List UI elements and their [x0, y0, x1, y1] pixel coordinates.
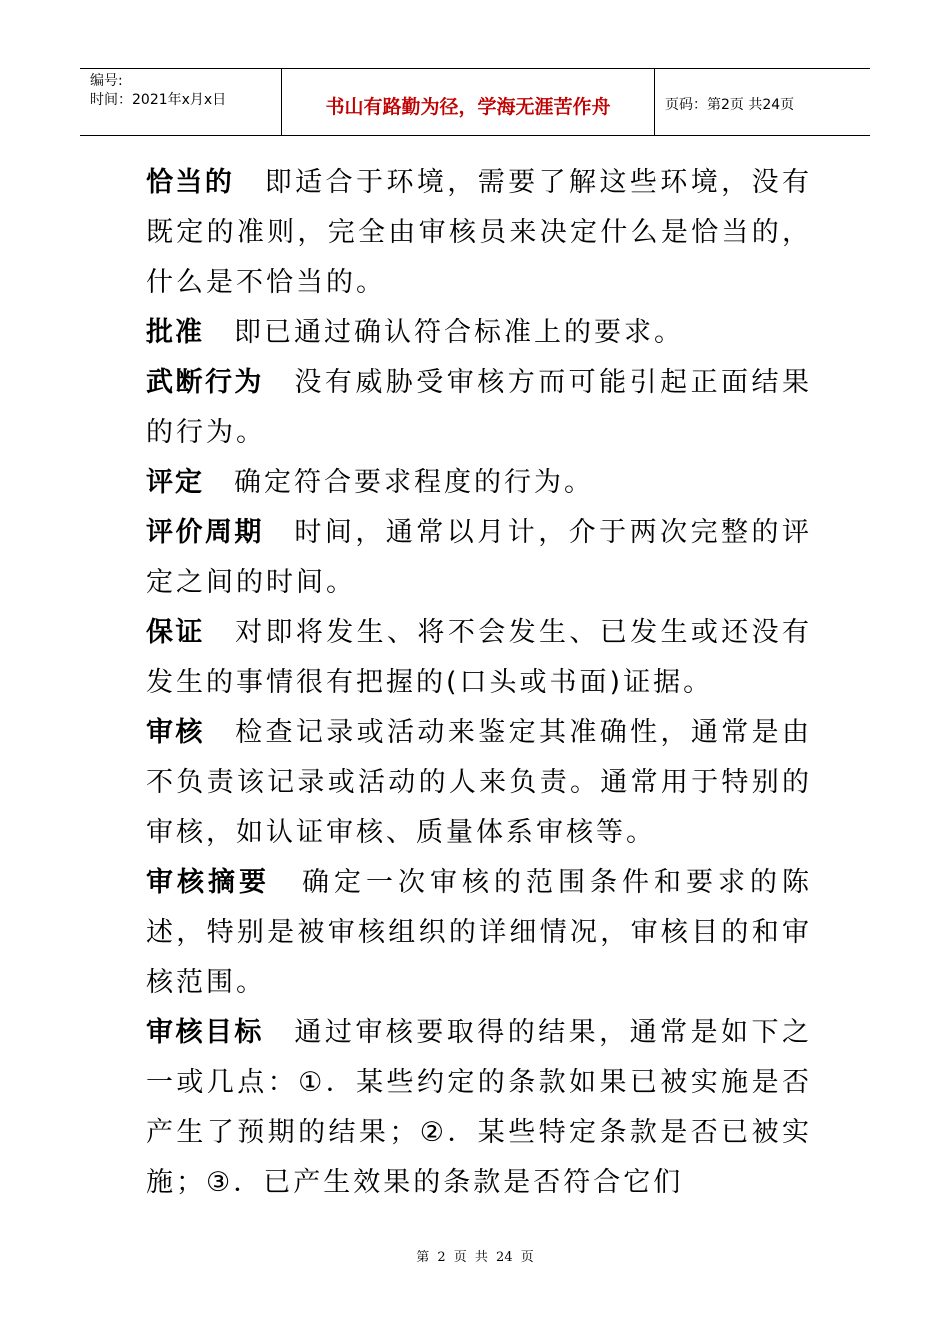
- glossary-entry: [146, 358, 812, 458]
- entry-term: 审核摘要: [146, 867, 270, 898]
- entry-term: 保证: [146, 617, 205, 648]
- entry-definition: 检查记录或活动来鉴定其准确性，通常是由不负责该记录或活动的人来负责。通常用于特别的审核，如认证审核、质量体系审核等。: [146, 717, 813, 848]
- entry-term: 批准: [146, 317, 204, 348]
- entry-term: 评定: [146, 467, 204, 498]
- glossary-entry: [146, 608, 812, 708]
- entry-term: 审核目标: [146, 1017, 264, 1048]
- header-meta: [80, 69, 282, 135]
- glossary-content: [146, 158, 812, 1208]
- entry-definition: 时间，通常以月计，介于两次完整的评定之间的时间。: [146, 517, 813, 598]
- glossary-entry: [146, 158, 812, 308]
- glossary-entry: [146, 508, 812, 608]
- entry-term: 审核: [146, 717, 205, 748]
- entry-definition: 确定一次审核的范围条件和要求的陈述，特别是被审核组织的详细情况，审核目的和审核范围。: [146, 867, 812, 998]
- entry-definition: 即已通过确认符合标准上的要求。: [234, 317, 684, 348]
- entry-term: 恰当的: [146, 167, 235, 198]
- header-page-info: 页码：第2页 共24页: [665, 97, 795, 113]
- entry-definition: 没有威胁受审核方而可能引起正面结果的行为。: [146, 367, 813, 448]
- page-footer: 第 2 页 共 24 页: [416, 1250, 534, 1265]
- entry-definition: 确定符合要求程度的行为。: [234, 467, 594, 498]
- page-header: [80, 68, 870, 136]
- document-number-label: 编号:: [90, 73, 123, 89]
- glossary-entry: [146, 308, 812, 358]
- entry-definition: 即适合于环境，需要了解这些环境，没有既定的准则，完全由审核员来决定什么是恰当的，什么是不恰当的。: [146, 167, 813, 298]
- entry-term: 武断行为: [146, 367, 264, 398]
- glossary-entry: [146, 458, 812, 508]
- glossary-entry: [146, 708, 812, 858]
- entry-term: 评价周期: [146, 517, 264, 548]
- glossary-entry: [146, 858, 812, 1008]
- entry-definition: 对即将发生、将不会发生、已发生或还没有发生的事情很有把握的(口头或书面)证据。: [146, 617, 813, 698]
- document-time: 时间：2021年x月x日: [90, 92, 227, 108]
- glossary-entry: [146, 1008, 812, 1208]
- header-motto: 书山有路勤为径，学海无涯苦作舟: [282, 69, 655, 135]
- entry-definition: 通过审核要取得的结果，通常是如下之一或几点：①．某些约定的条款如果已被实施是否产生了预期的结果；②．某些特定条款是否已被实施；③．已产生效果的条款是否符合它们: [146, 1017, 813, 1198]
